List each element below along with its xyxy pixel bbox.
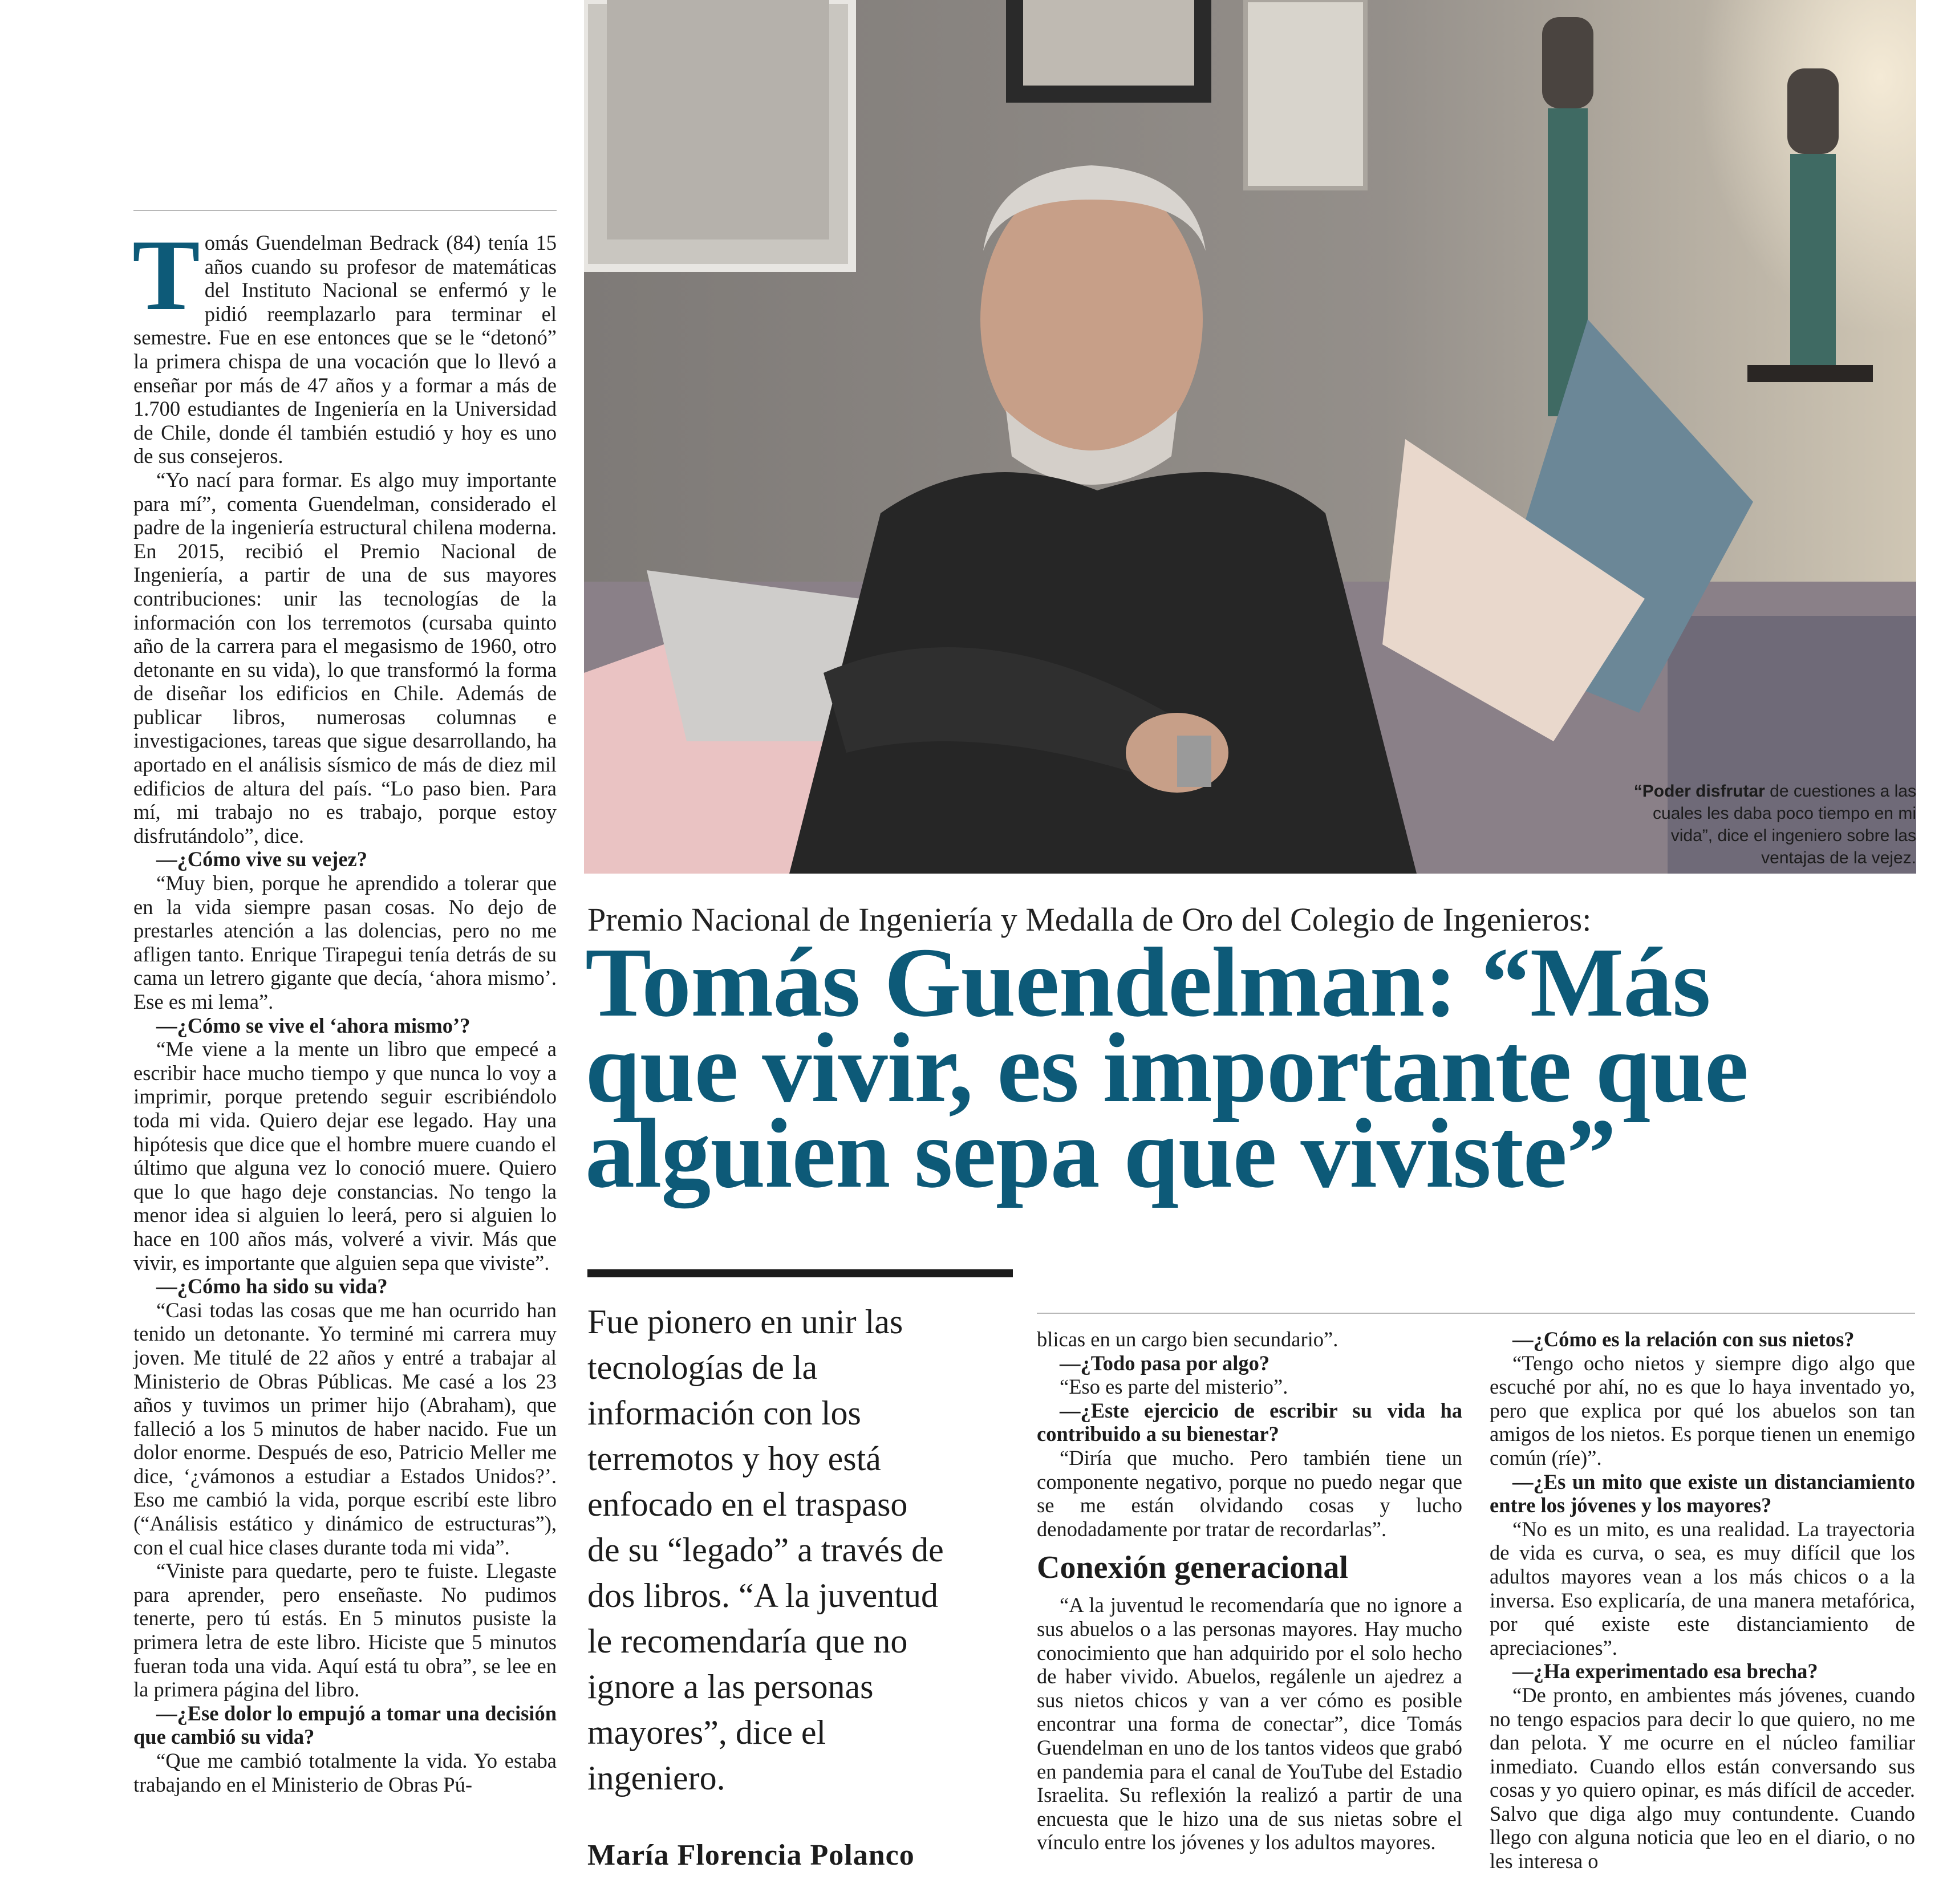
body-column-3 <box>1037 1327 1462 1854</box>
lead-line: mayores”, dice el <box>587 1714 826 1751</box>
lead-line: información con los <box>587 1394 861 1432</box>
photo-caption-bold: “Poder disfrutar <box>1633 782 1765 801</box>
body-paragraph: “Eso es parte del misterio”. <box>1060 1375 1288 1399</box>
portrait-photo <box>584 0 1916 874</box>
lead-bar <box>587 1269 1013 1277</box>
body-paragraph: “A la juventud le recomendaría que no ignore a sus abuelos o a las personas mayores. Hay mucho conocimiento que han adquirido por el solo hecho de haber vivido. Abuelos, regálenle un ajedrez a sus nietos chicos y van a ver cómo es posible encontrar una forma de conectar”, dice Tomás Guendelman en uno de los tantos videos que grabó en pandemia para el canal de YouTube del Estadio Israelita. Su reflexión la realizó a partir de una encuesta que le hizo una de sus nietas sobre el vínculo entre los jóvenes y los adultos mayores. <box>1037 1593 1462 1854</box>
body-paragraph: “Me viene a la mente un libro que empecé a escribir hace mucho tiempo y que nunca lo voy a imprimir, porque pretendo seguir escribiéndolo toda mi vida. Quiero dejar ese legado. Hay una hipótesis que dice que el hombre muere cuando el último que alguna vez lo conoció muere. Quiero que lo que hago deje constancias. No tengo la menor idea si alguien lo leerá, pero si alguien lo hace en 100 años más, volveré a vivir. Más que vivir, es importante que alguien sepa que viviste”. <box>133 1037 557 1274</box>
body-paragraph: “Que me cambió totalmente la vida. Yo estaba trabajando en el Ministerio de Obras Pú- <box>133 1749 557 1796</box>
body-paragraph: “Diría que mucho. Pero también tiene un componente negativo, porque no puedo negar que se me están olvidando cosas y lucho denodadamente por tratar de recordarlas”. <box>1037 1446 1462 1541</box>
drop-cap: T <box>132 218 200 331</box>
body-column-4 <box>1490 1327 1915 1873</box>
interview-question: —¿Cómo es la relación con sus nietos? <box>1512 1327 1855 1351</box>
interview-question: —¿Este ejercicio de escribir su vida ha contribuido a su bienestar? <box>1037 1398 1462 1446</box>
lead-line: ignore a las personas <box>587 1668 874 1706</box>
body-paragraph: “Tengo ocho nietos y siempre digo algo que escuché por ahí, no es que lo haya inventado yo, pero que explica por qué los abuelos son tan amigos de los nietos. Es porque tienen un enemigo común (ríe)”. <box>1490 1351 1915 1469</box>
body-paragraph: “De pronto, en ambientes más jóvenes, cuando no tengo espacios para decir lo que quiero, no me dan pelota. Y me ocurre en el núcleo familiar inmediato. Cuando ellos están conversando sus cosas y yo quiero opinar, es más difícil de acceder. Salvo que diga algo muy contundente. Cuando llego con alguna noticia que leo en el diario, o no les interesa o <box>1490 1683 1915 1873</box>
photo-caption <box>1615 780 1916 869</box>
body-column-1 <box>132 218 557 1796</box>
interview-question: —¿Es un mito que existe un distanciamiento entre los jóvenes y los mayores? <box>1490 1469 1915 1517</box>
columns-top-rule <box>1037 1313 1915 1314</box>
lead-paragraph <box>587 1299 1021 1801</box>
lead-line: le recomendaría que no <box>587 1622 908 1660</box>
interview-question: —¿Cómo se vive el ‘ahora mismo’? <box>156 1013 471 1037</box>
portrait-illustration <box>584 0 1916 874</box>
body-paragraph: “Casi todas las cosas que me han ocurrido han tenido un detonante. Yo terminé mi carrera muy joven. Me titulé de 22 años y entré a trabajar al Ministerio de Obras Públicas. Me casé a los 23 años y tuvimos un primer hijo (Abraham), que falleció a los 5 minutos de haber nacido. Fue un dolor enorme. Después de eso, Patricio Meller me dice, ‘¿vámonos a estudiar a Estados Unidos?’. Eso me cambió la vida, porque escribí este libro (“Análisis estático y dinámico de estructuras”), con el cual hice clases durante toda mi vida”. <box>133 1298 557 1559</box>
lead-line: ingeniero. <box>587 1759 725 1797</box>
headline-line-2: que vivir, es importante que <box>585 1013 1749 1123</box>
body-paragraph: “No es un mito, es una realidad. La trayectoria de vida es curva, o sea, es muy difícil que los adultos mayores vean a los más chicos o a la inversa. Eso explicaría, de una manera metafórica, por qué existe este distanciamiento de apreciaciones”. <box>1490 1517 1915 1659</box>
interview-question: —¿Ese dolor lo empujó a tomar una decisión que cambió su vida? <box>133 1701 557 1749</box>
headline <box>585 927 1914 1208</box>
headline-line-1: Tomás Guendelman: “Más <box>585 927 1710 1037</box>
lead-line: enfocado en el traspaso <box>587 1485 908 1523</box>
body-paragraph: “Yo nací para formar. Es algo muy importante para mí”, comenta Guendelman, considerado el padre de la ingeniería estructural chilena moderna. En 2015, recibió el Premio Nacional de Ingeniería, a partir de una de sus mayores contribuciones: unir las tecnologías de la información con los terremotos (cursaba quinto año de la carrera para el megasismo de 1960, otro detonante en su vida), lo que transformó la forma de diseñar los edificios en Chile. Además de publicar libros, numerosas columnas e investigaciones, tareas que sigue desarrollando, ha aportado en el análisis sísmico de más de diez mil edificios de altura del país. “Lo paso bien. Para mí, mi trabajo no es trabajo, porque estoy disfrutándolo”, dice. <box>133 468 557 847</box>
lead-line: Fue pionero en unir las <box>587 1303 903 1341</box>
kicker: Premio Nacional de Ingeniería y Medalla de Oro del Colegio de Ingenieros: <box>587 901 1592 938</box>
body-paragraph: omás Guendelman Bedrack (84) tenía 15 años cuando su profesor de matemáticas del Instituto Nacional se enfermó y le pidió reemplazarlo para terminar el semestre. Fue en ese entonces que se le “detonó” la primera chispa de una vocación que lo llevó a enseñar por más de 47 años y a formar a más de 1.700 estudiantes de Ingeniería en la Universidad de Chile, donde él también estudió y hoy es uno de sus consejeros. <box>133 231 557 468</box>
body-paragraph: “Muy bien, porque he aprendido a tolerar que en la vida siempre pasan cosas. No dejo de prestarles atención a las dolencias, pero no me afligen tanto. Enrique Tirapegui tenía detrás de su cama un letrero gigante que decía, ‘ahora mismo’. Ese es mi lema”. <box>133 871 557 1013</box>
interview-question: —¿Cómo ha sido su vida? <box>156 1274 388 1298</box>
body-paragraph: “Viniste para quedarte, pero te fuiste. Llegaste para aprender, pero enseñaste. No pudimos tenerte, pero tú estás. En 5 minutos pusiste la primera letra de este libro. Hiciste que 5 minutos fueran toda una vida. Aquí está tu obra”, se lee en la primera página del libro. <box>133 1559 557 1702</box>
interview-question: —¿Cómo vive su vejez? <box>156 847 367 871</box>
lead-line: terremotos y hoy está <box>587 1440 881 1477</box>
subhead: Conexión generacional <box>1037 1550 1348 1586</box>
interview-question: —¿Todo pasa por algo? <box>1060 1351 1270 1375</box>
column-top-rule <box>133 210 557 211</box>
lead-line: de su “legado” a través de <box>587 1531 944 1569</box>
byline: María Florencia Polanco <box>587 1839 915 1871</box>
headline-line-3: alguien sepa que viviste” <box>585 1098 1616 1208</box>
body-paragraph: blicas en un cargo bien secundario”. <box>1037 1327 1339 1351</box>
lead-line: dos libros. “A la juventud <box>587 1577 938 1614</box>
lead-line: tecnologías de la <box>587 1349 818 1386</box>
interview-question: —¿Ha experimentado esa brecha? <box>1512 1659 1818 1683</box>
photo-caption-text: de cuestiones a las cuales les daba poco tiempo en mi vida”, dice el ingeniero sobre las ventajas de la vejez. <box>1653 782 1916 867</box>
